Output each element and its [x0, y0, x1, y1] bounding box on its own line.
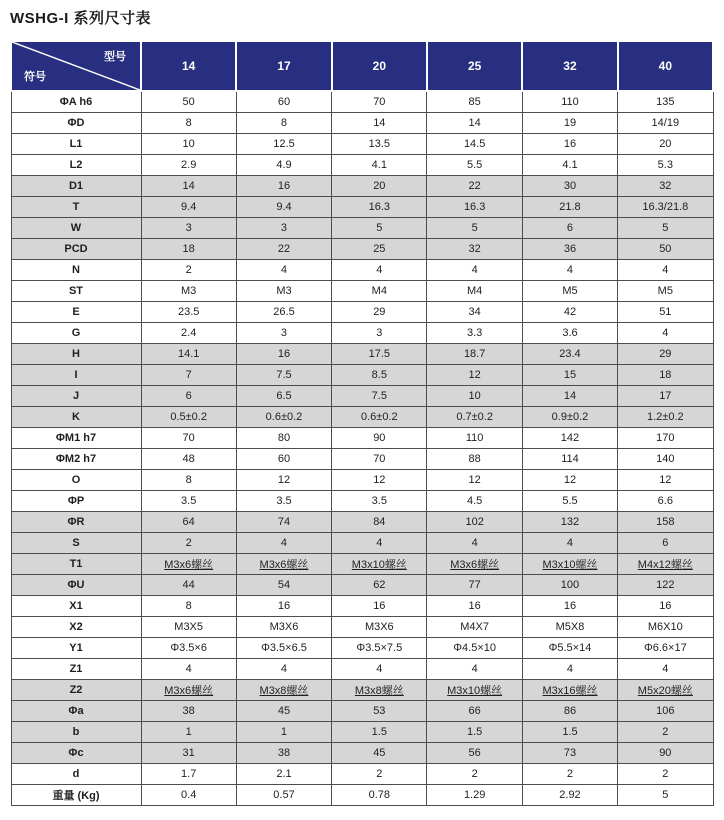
row-label: G: [11, 323, 141, 344]
value-cell: 2.9: [141, 155, 236, 176]
value-cell: 16: [236, 176, 331, 197]
value-cell: 5: [618, 785, 713, 806]
value-cell: 4: [427, 659, 522, 680]
value-cell: 0.6±0.2: [332, 407, 427, 428]
table-row: [11, 407, 713, 428]
value-cell: 18: [618, 365, 713, 386]
value-cell: 88: [427, 449, 522, 470]
value-cell: M3X6: [332, 617, 427, 638]
value-cell: 2: [618, 722, 713, 743]
value-cell: 53: [332, 701, 427, 722]
value-cell: 3.5: [236, 491, 331, 512]
value-cell: 14.5: [427, 134, 522, 155]
value-cell: 20: [332, 176, 427, 197]
table-row: [11, 491, 713, 512]
value-cell: Φ6.6×17: [618, 638, 713, 659]
value-cell: 14/19: [618, 113, 713, 134]
value-cell: 14: [141, 176, 236, 197]
row-label: Y1: [11, 638, 141, 659]
table-row: [11, 596, 713, 617]
value-cell: 2.1: [236, 764, 331, 785]
value-cell: 4: [522, 659, 617, 680]
value-cell: 12: [236, 470, 331, 491]
value-cell: 6: [141, 386, 236, 407]
row-label: I: [11, 365, 141, 386]
row-label: ΦP: [11, 491, 141, 512]
row-label: Z2: [11, 680, 141, 701]
value-cell: 12: [522, 470, 617, 491]
value-cell: 4: [332, 533, 427, 554]
value-cell: 100: [522, 575, 617, 596]
value-cell: 8: [141, 596, 236, 617]
table-row: [11, 512, 713, 533]
value-cell: 6.6: [618, 491, 713, 512]
value-cell: 18: [141, 239, 236, 260]
row-label: ΦM2 h7: [11, 449, 141, 470]
value-cell: 70: [332, 449, 427, 470]
value-cell: 5.5: [427, 155, 522, 176]
row-label: S: [11, 533, 141, 554]
value-cell: 6.5: [236, 386, 331, 407]
table-row: [11, 638, 713, 659]
row-label: d: [11, 764, 141, 785]
value-cell: 0.9±0.2: [522, 407, 617, 428]
value-cell: 10: [427, 386, 522, 407]
value-cell: 102: [427, 512, 522, 533]
table-header: [11, 41, 713, 91]
value-cell: M3X6: [236, 617, 331, 638]
value-cell: 12: [427, 470, 522, 491]
value-cell: 42: [522, 302, 617, 323]
value-cell: 45: [236, 701, 331, 722]
value-cell: 1: [141, 722, 236, 743]
row-label: L1: [11, 134, 141, 155]
value-cell: 16: [427, 596, 522, 617]
value-cell: 3: [236, 218, 331, 239]
row-label: O: [11, 470, 141, 491]
header-corner-cell: [11, 41, 141, 91]
value-cell: 7: [141, 365, 236, 386]
value-cell: 20: [618, 134, 713, 155]
table-row: [11, 260, 713, 281]
value-cell: 23.5: [141, 302, 236, 323]
value-cell: 0.78: [332, 785, 427, 806]
value-cell: 4: [236, 659, 331, 680]
value-cell: 4: [141, 659, 236, 680]
value-cell: 4.9: [236, 155, 331, 176]
value-cell: 122: [618, 575, 713, 596]
value-cell: 110: [427, 428, 522, 449]
value-cell: 14: [522, 386, 617, 407]
value-cell: 16.3: [332, 197, 427, 218]
row-label: ΦD: [11, 113, 141, 134]
table-row: [11, 91, 713, 113]
value-cell: 38: [236, 743, 331, 764]
value-cell: 170: [618, 428, 713, 449]
value-cell: 16: [236, 344, 331, 365]
value-cell: 5: [618, 218, 713, 239]
row-label: T: [11, 197, 141, 218]
row-label: T1: [11, 554, 141, 575]
value-cell: 3.5: [332, 491, 427, 512]
value-cell: 12: [618, 470, 713, 491]
value-cell: 29: [332, 302, 427, 323]
value-cell: 9.4: [236, 197, 331, 218]
row-label: PCD: [11, 239, 141, 260]
value-cell: 106: [618, 701, 713, 722]
value-cell: 34: [427, 302, 522, 323]
value-cell: 1: [236, 722, 331, 743]
row-label: K: [11, 407, 141, 428]
value-cell: 2.92: [522, 785, 617, 806]
value-cell: 16: [236, 596, 331, 617]
value-cell: 4: [332, 659, 427, 680]
value-cell: 5.5: [522, 491, 617, 512]
value-cell: 110: [522, 91, 617, 113]
value-cell: 0.57: [236, 785, 331, 806]
value-cell: 9.4: [141, 197, 236, 218]
value-cell: Φ3.5×6.5: [236, 638, 331, 659]
column-header: 20: [332, 41, 427, 91]
value-cell: 85: [427, 91, 522, 113]
value-cell: 26.5: [236, 302, 331, 323]
value-cell: 4.1: [332, 155, 427, 176]
value-cell: 86: [522, 701, 617, 722]
value-cell: 4: [522, 260, 617, 281]
table-row: [11, 134, 713, 155]
value-cell: 2.4: [141, 323, 236, 344]
table-row: [11, 659, 713, 680]
value-cell: 62: [332, 575, 427, 596]
row-label: Z1: [11, 659, 141, 680]
value-cell: 4: [427, 533, 522, 554]
value-cell: 1.5: [522, 722, 617, 743]
value-cell: 66: [427, 701, 522, 722]
value-cell: 132: [522, 512, 617, 533]
value-cell: 22: [427, 176, 522, 197]
value-cell: 2: [427, 764, 522, 785]
table-row: [11, 701, 713, 722]
value-cell: 3.3: [427, 323, 522, 344]
value-cell: 23.4: [522, 344, 617, 365]
value-cell: 60: [236, 449, 331, 470]
value-cell: M3x6螺丝: [427, 554, 522, 575]
value-cell: M4X7: [427, 617, 522, 638]
row-label: E: [11, 302, 141, 323]
value-cell: 16.3: [427, 197, 522, 218]
value-cell: M3x6螺丝: [236, 554, 331, 575]
value-cell: 4: [236, 260, 331, 281]
value-cell: Φ4.5×10: [427, 638, 522, 659]
table-row: [11, 470, 713, 491]
value-cell: 16: [332, 596, 427, 617]
value-cell: M5: [522, 281, 617, 302]
value-cell: 16.3/21.8: [618, 197, 713, 218]
value-cell: 2: [141, 533, 236, 554]
value-cell: 3.6: [522, 323, 617, 344]
table-row: [11, 218, 713, 239]
row-label: ΦM1 h7: [11, 428, 141, 449]
value-cell: 54: [236, 575, 331, 596]
value-cell: M6X10: [618, 617, 713, 638]
value-cell: 74: [236, 512, 331, 533]
value-cell: M3x6螺丝: [141, 680, 236, 701]
row-label: Φa: [11, 701, 141, 722]
value-cell: 44: [141, 575, 236, 596]
value-cell: 38: [141, 701, 236, 722]
row-label: ST: [11, 281, 141, 302]
table-row: [11, 113, 713, 134]
value-cell: M3X5: [141, 617, 236, 638]
value-cell: 4: [332, 260, 427, 281]
row-label: b: [11, 722, 141, 743]
value-cell: 21.8: [522, 197, 617, 218]
row-label: ΦA h6: [11, 91, 141, 113]
table-body: [11, 91, 713, 806]
value-cell: 4: [618, 260, 713, 281]
value-cell: 140: [618, 449, 713, 470]
value-cell: 22: [236, 239, 331, 260]
value-cell: 60: [236, 91, 331, 113]
value-cell: 5.3: [618, 155, 713, 176]
value-cell: 2: [522, 764, 617, 785]
value-cell: 158: [618, 512, 713, 533]
value-cell: 12: [332, 470, 427, 491]
value-cell: 36: [522, 239, 617, 260]
value-cell: 32: [618, 176, 713, 197]
value-cell: 14.1: [141, 344, 236, 365]
value-cell: M3: [236, 281, 331, 302]
column-header: 32: [522, 41, 617, 91]
value-cell: 8: [141, 470, 236, 491]
value-cell: 50: [141, 91, 236, 113]
table-row: [11, 428, 713, 449]
value-cell: 1.5: [332, 722, 427, 743]
column-header: 25: [427, 41, 522, 91]
value-cell: 16: [522, 134, 617, 155]
table-row: [11, 533, 713, 554]
value-cell: 4: [618, 659, 713, 680]
row-label: X2: [11, 617, 141, 638]
value-cell: 1.5: [427, 722, 522, 743]
value-cell: M3x10螺丝: [522, 554, 617, 575]
value-cell: 90: [618, 743, 713, 764]
table-row: [11, 197, 713, 218]
row-label: ΦR: [11, 512, 141, 533]
value-cell: 7.5: [236, 365, 331, 386]
value-cell: 8: [236, 113, 331, 134]
value-cell: 15: [522, 365, 617, 386]
value-cell: 114: [522, 449, 617, 470]
value-cell: 31: [141, 743, 236, 764]
row-label: N: [11, 260, 141, 281]
dimension-table: [10, 40, 714, 806]
table-row: [11, 281, 713, 302]
value-cell: 3: [332, 323, 427, 344]
value-cell: 2: [332, 764, 427, 785]
value-cell: 18.7: [427, 344, 522, 365]
value-cell: 56: [427, 743, 522, 764]
table-row: [11, 617, 713, 638]
table-row: [11, 785, 713, 806]
row-label: J: [11, 386, 141, 407]
column-header: 14: [141, 41, 236, 91]
value-cell: 77: [427, 575, 522, 596]
value-cell: M4: [332, 281, 427, 302]
value-cell: 3.5: [141, 491, 236, 512]
column-header: 17: [236, 41, 331, 91]
value-cell: M3: [141, 281, 236, 302]
value-cell: M3x8螺丝: [332, 680, 427, 701]
value-cell: 90: [332, 428, 427, 449]
value-cell: 1.2±0.2: [618, 407, 713, 428]
row-label: Φc: [11, 743, 141, 764]
column-header: 40: [618, 41, 713, 91]
value-cell: 5: [427, 218, 522, 239]
value-cell: 84: [332, 512, 427, 533]
value-cell: M3x6螺丝: [141, 554, 236, 575]
value-cell: 48: [141, 449, 236, 470]
row-label: H: [11, 344, 141, 365]
value-cell: 1.7: [141, 764, 236, 785]
table-row: [11, 344, 713, 365]
value-cell: 70: [332, 91, 427, 113]
value-cell: 14: [427, 113, 522, 134]
value-cell: 10: [141, 134, 236, 155]
value-cell: Φ3.5×6: [141, 638, 236, 659]
table-row: [11, 554, 713, 575]
table-row: [11, 155, 713, 176]
value-cell: 6: [522, 218, 617, 239]
value-cell: 17: [618, 386, 713, 407]
value-cell: 4: [236, 533, 331, 554]
value-cell: 12: [427, 365, 522, 386]
value-cell: M5: [618, 281, 713, 302]
value-cell: 135: [618, 91, 713, 113]
value-cell: 142: [522, 428, 617, 449]
value-cell: 0.4: [141, 785, 236, 806]
value-cell: 8: [141, 113, 236, 134]
value-cell: M3x8螺丝: [236, 680, 331, 701]
value-cell: 19: [522, 113, 617, 134]
table-row: [11, 680, 713, 701]
value-cell: M4x12螺丝: [618, 554, 713, 575]
value-cell: 8.5: [332, 365, 427, 386]
table-row: [11, 239, 713, 260]
row-label: D1: [11, 176, 141, 197]
value-cell: 4: [618, 323, 713, 344]
value-cell: 2: [618, 764, 713, 785]
table-row: [11, 386, 713, 407]
value-cell: 6: [618, 533, 713, 554]
value-cell: 17.5: [332, 344, 427, 365]
value-cell: 0.7±0.2: [427, 407, 522, 428]
row-label: ΦU: [11, 575, 141, 596]
table-row: [11, 323, 713, 344]
value-cell: 4.5: [427, 491, 522, 512]
value-cell: 80: [236, 428, 331, 449]
table-row: [11, 302, 713, 323]
value-cell: 45: [332, 743, 427, 764]
row-label: L2: [11, 155, 141, 176]
table-row: [11, 449, 713, 470]
value-cell: 50: [618, 239, 713, 260]
value-cell: 13.5: [332, 134, 427, 155]
value-cell: 29: [618, 344, 713, 365]
value-cell: 0.5±0.2: [141, 407, 236, 428]
value-cell: 3: [141, 218, 236, 239]
row-label: X1: [11, 596, 141, 617]
table-row: [11, 764, 713, 785]
value-cell: M5X8: [522, 617, 617, 638]
table-row: [11, 176, 713, 197]
value-cell: 51: [618, 302, 713, 323]
corner-label-symbol: 符号: [24, 71, 46, 83]
value-cell: 30: [522, 176, 617, 197]
table-row: [11, 575, 713, 596]
value-cell: Φ5.5×14: [522, 638, 617, 659]
value-cell: 4.1: [522, 155, 617, 176]
value-cell: 12.5: [236, 134, 331, 155]
value-cell: 4: [427, 260, 522, 281]
value-cell: 64: [141, 512, 236, 533]
row-label: 重量 (Kg): [11, 785, 141, 806]
value-cell: 2: [141, 260, 236, 281]
value-cell: 73: [522, 743, 617, 764]
value-cell: 16: [522, 596, 617, 617]
value-cell: 0.6±0.2: [236, 407, 331, 428]
value-cell: 7.5: [332, 386, 427, 407]
value-cell: 1.29: [427, 785, 522, 806]
value-cell: 32: [427, 239, 522, 260]
value-cell: 16: [618, 596, 713, 617]
value-cell: M3x10螺丝: [427, 680, 522, 701]
value-cell: 5: [332, 218, 427, 239]
value-cell: Φ3.5×7.5: [332, 638, 427, 659]
value-cell: M3x16螺丝: [522, 680, 617, 701]
table-row: [11, 743, 713, 764]
table-row: [11, 722, 713, 743]
value-cell: M3x10螺丝: [332, 554, 427, 575]
value-cell: 25: [332, 239, 427, 260]
value-cell: M5x20螺丝: [618, 680, 713, 701]
header-row: [11, 41, 713, 91]
row-label: W: [11, 218, 141, 239]
page-title: WSHG-I 系列尺寸表: [10, 10, 151, 27]
corner-label-model: 型号: [104, 51, 126, 63]
value-cell: 70: [141, 428, 236, 449]
table-row: [11, 365, 713, 386]
value-cell: 4: [522, 533, 617, 554]
value-cell: 3: [236, 323, 331, 344]
value-cell: 14: [332, 113, 427, 134]
value-cell: M4: [427, 281, 522, 302]
